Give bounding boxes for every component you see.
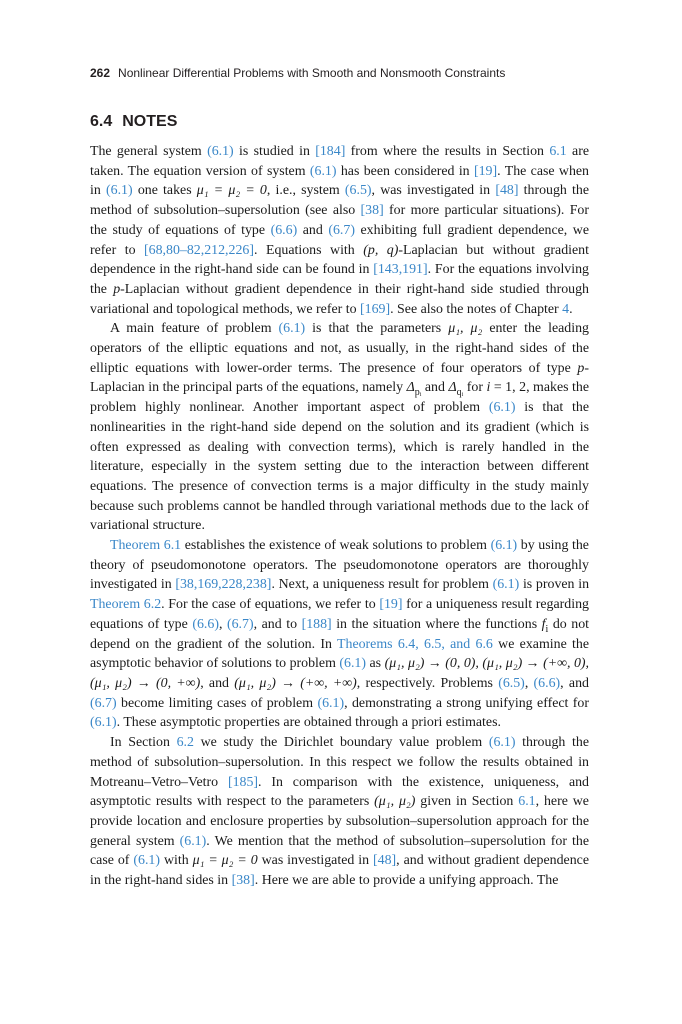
math-expression: μ₁ = μ₂ = 0: [192, 853, 258, 869]
running-header: [90, 66, 590, 80]
text-run: by using the theory of pseudomonotone operators. The pseudomonotone operators are thoroughly investigated in: [90, 538, 589, 593]
text-run: . We mention that the method of subsolution–supersolution for the case of: [90, 833, 589, 869]
text-run: A main feature of problem: [110, 321, 279, 337]
cross-reference-link[interactable]: [48]: [495, 183, 519, 199]
text-run: was investigated in: [257, 853, 374, 869]
text-run: = 1, 2: [490, 380, 527, 396]
cross-reference-link[interactable]: (6.6): [192, 616, 219, 632]
text-run: as: [366, 656, 385, 672]
cross-reference-link[interactable]: (6.5): [344, 183, 372, 199]
math-expression: f: [541, 616, 546, 632]
cross-reference-link[interactable]: Theorem 6.1: [110, 538, 182, 554]
text-run: through the method of subsolution–supersolution (see also: [90, 183, 590, 219]
text-run: , demonstrating a strong unifying effect for: [344, 695, 589, 711]
text-run: . Equations with: [254, 242, 364, 258]
math-expression: (μ₁, μ₂) → (0, 0), (μ₁, μ₂) → (+∞, 0), (μ₁, μ₂) → (0, +∞): [90, 656, 589, 691]
cross-reference-link[interactable]: (6.1): [133, 853, 160, 869]
page-number: 262: [90, 66, 111, 80]
cross-reference-link[interactable]: 4: [562, 301, 570, 317]
math-expression: Δ: [406, 380, 415, 396]
cross-reference-link[interactable]: (6.1): [90, 715, 117, 731]
text-run: for a uniqueness result regarding equations of type: [90, 597, 589, 632]
text-run: are taken. The equation version of system: [90, 144, 589, 179]
text-run: with: [160, 853, 193, 869]
section-title: NOTES: [122, 113, 178, 130]
body-text: [90, 142, 589, 891]
math-expression: i: [486, 380, 491, 396]
text-run: , makes the problem highly nonlinear. Another important aspect of problem: [90, 380, 590, 416]
text-run: , and: [200, 675, 235, 691]
cross-reference-link[interactable]: (6.1): [179, 833, 207, 849]
text-run: is studied in: [233, 144, 316, 159]
cross-reference-link[interactable]: (6.1): [317, 695, 345, 711]
cross-reference-link[interactable]: [38]: [231, 873, 255, 889]
paragraph: [90, 536, 589, 733]
paragraph: [90, 142, 589, 319]
cross-reference-link[interactable]: (6.7): [90, 695, 117, 711]
cross-reference-link[interactable]: [19]: [473, 163, 498, 179]
paragraph: [90, 319, 589, 536]
cross-reference-link[interactable]: (6.6): [270, 222, 298, 238]
text-run: for: [463, 380, 487, 396]
text-run: The general system: [90, 144, 208, 159]
text-run: ,: [524, 675, 534, 691]
cross-reference-link[interactable]: (6.7): [328, 222, 355, 238]
text-run: is that the parameters: [305, 321, 449, 337]
math-expression: μ₁, μ₂: [448, 321, 483, 337]
text-run: , and: [560, 675, 589, 691]
math-subscript: pᵢ: [414, 387, 422, 399]
text-run: establishes the existence of weak solutions to problem: [181, 538, 491, 554]
text-run: -Laplacian in the principal parts of the equations, namely: [90, 360, 589, 396]
math-subscript: qᵢ: [456, 387, 464, 399]
cross-reference-link[interactable]: (6.1): [106, 183, 133, 199]
cross-reference-link[interactable]: 6.1: [518, 794, 536, 810]
text-run: . See also the notes of Chapter: [390, 301, 563, 317]
running-title: Nonlinear Differential Problems with Smooth and Nonsmooth Constraints: [118, 66, 506, 80]
text-run: become limiting cases of problem: [116, 695, 318, 711]
cross-reference-link[interactable]: [169]: [360, 301, 391, 317]
text-run: , respectively. Problems: [356, 675, 499, 691]
text-run: , and to: [253, 616, 302, 632]
cross-reference-link[interactable]: (6.7): [226, 616, 254, 632]
text-run: . Here we are able to provide a unifying approach. The: [254, 873, 559, 889]
text-run: ,: [218, 616, 227, 632]
text-run: one takes: [132, 183, 197, 199]
text-run: .: [569, 301, 573, 317]
text-run: given in Section: [415, 794, 519, 810]
text-run: , was investigated in: [371, 183, 496, 199]
cross-reference-link[interactable]: Theorem 6.2: [90, 597, 162, 613]
cross-reference-link[interactable]: 6.1: [549, 144, 567, 159]
text-run: for more particular situations). For the study of equations of type: [90, 203, 590, 238]
text-run: in the situation where the functions: [331, 616, 542, 632]
text-run: . The case when in: [90, 163, 589, 199]
cross-reference-link[interactable]: (6.1): [490, 538, 518, 554]
cross-reference-link[interactable]: [38]: [360, 203, 384, 219]
cross-reference-link[interactable]: (6.1): [309, 163, 337, 179]
text-run: and: [421, 380, 449, 396]
text-run: -Laplacian without gradient dependence in their right-hand side studied through variational and topological methods, we refer to: [90, 281, 589, 317]
text-run: . In comparison with the existence, uniqueness, and asymptotic results with respect to the parameters: [90, 774, 589, 810]
math-expression: p: [577, 360, 585, 376]
text-run: . For the equations involving the: [90, 262, 590, 297]
text-run: has been considered in: [336, 163, 474, 179]
text-run: , i.e., system: [266, 183, 345, 199]
text-run: . These asymptotic properties are obtained through a priori estimates.: [116, 715, 501, 731]
math-subscript: i: [545, 623, 549, 635]
text-run: from where the results in Section: [345, 144, 550, 159]
text-run: and: [297, 222, 329, 238]
cross-reference-link[interactable]: Theorems 6.4, 6.5, and 6.6: [337, 636, 493, 652]
cross-reference-link[interactable]: [68,80–82,212,226]: [144, 242, 254, 258]
cross-reference-link[interactable]: [48]: [373, 853, 397, 869]
text-run: -Laplacian but without gradient dependence in the right-hand side can be found in: [90, 242, 589, 278]
text-run: through the method of subsolution–supersolution. In this respect we follow the results obtained in Motreanu–Vetro–Vetro: [90, 735, 589, 790]
cross-reference-link[interactable]: (6.1): [207, 144, 234, 159]
cross-reference-link[interactable]: [188]: [301, 616, 332, 632]
cross-reference-link[interactable]: 6.2: [176, 735, 194, 751]
cross-reference-link[interactable]: [143,191]: [373, 262, 428, 278]
cross-reference-link[interactable]: (6.1): [488, 400, 516, 416]
math-expression: (μ₁, μ₂): [374, 794, 416, 810]
section-number: 6.4: [90, 113, 113, 130]
math-expression: μ₁ = μ₂ = 0: [196, 183, 267, 199]
text-run: is that the nonlinearities in the right-hand side depend on the solution and its gradient (which is often expressed as dealing with convection terms), which is rarely handled in the literature, especially in the system setting due to the interaction between different equations. The presence of convection terms is a major difficulty in the study mainly because such problems cannot be handled through variational methods due to the lack of variational structure.: [90, 400, 590, 534]
text-run: In Section: [110, 735, 177, 751]
math-expression: p: [113, 281, 121, 297]
math-expression: (μ₁, μ₂) → (+∞, +∞): [234, 675, 357, 691]
section-heading: [90, 113, 177, 131]
math-expression: Δ: [448, 380, 457, 396]
paragraph: [90, 733, 589, 891]
text-run: exhibiting full gradient dependence, we refer to: [90, 222, 589, 258]
cross-reference-link[interactable]: [185]: [227, 774, 259, 790]
text-run: , and without gradient dependence in the right-hand sides in: [90, 853, 590, 889]
text-run: , here we provide location and enclosure properties by subsolution–supersolution approach for the general system: [90, 794, 589, 849]
cross-reference-link[interactable]: (6.6): [533, 675, 561, 691]
cross-reference-link[interactable]: [19]: [379, 597, 403, 613]
text-run: . Next, a uniqueness result for problem: [271, 577, 493, 593]
text-run: we study the Dirichlet boundary value problem: [193, 735, 489, 751]
cross-reference-link[interactable]: [184]: [315, 144, 346, 159]
cross-reference-link[interactable]: (6.1): [492, 577, 520, 593]
cross-reference-link[interactable]: (6.1): [278, 321, 306, 337]
cross-reference-link[interactable]: (6.1): [488, 735, 516, 751]
math-expression: (p, q): [363, 242, 399, 258]
text-run: we examine the asymptotic behavior of solutions to problem: [90, 636, 590, 672]
cross-reference-link[interactable]: (6.5): [498, 675, 525, 691]
cross-reference-link[interactable]: (6.1): [339, 656, 366, 672]
cross-reference-link[interactable]: [38,169,228,238]: [175, 577, 272, 593]
text-run: . For the case of equations, we refer to: [161, 597, 380, 613]
text-run: do not depend on the gradient of the solution. In: [90, 616, 589, 652]
text-run: is proven in: [519, 577, 590, 593]
text-run: enter the leading operators of the elliptic equations and not, as usually, in the right-hand sides of the elliptic equations with lower-order terms. The presence of four operators of type: [90, 321, 589, 376]
